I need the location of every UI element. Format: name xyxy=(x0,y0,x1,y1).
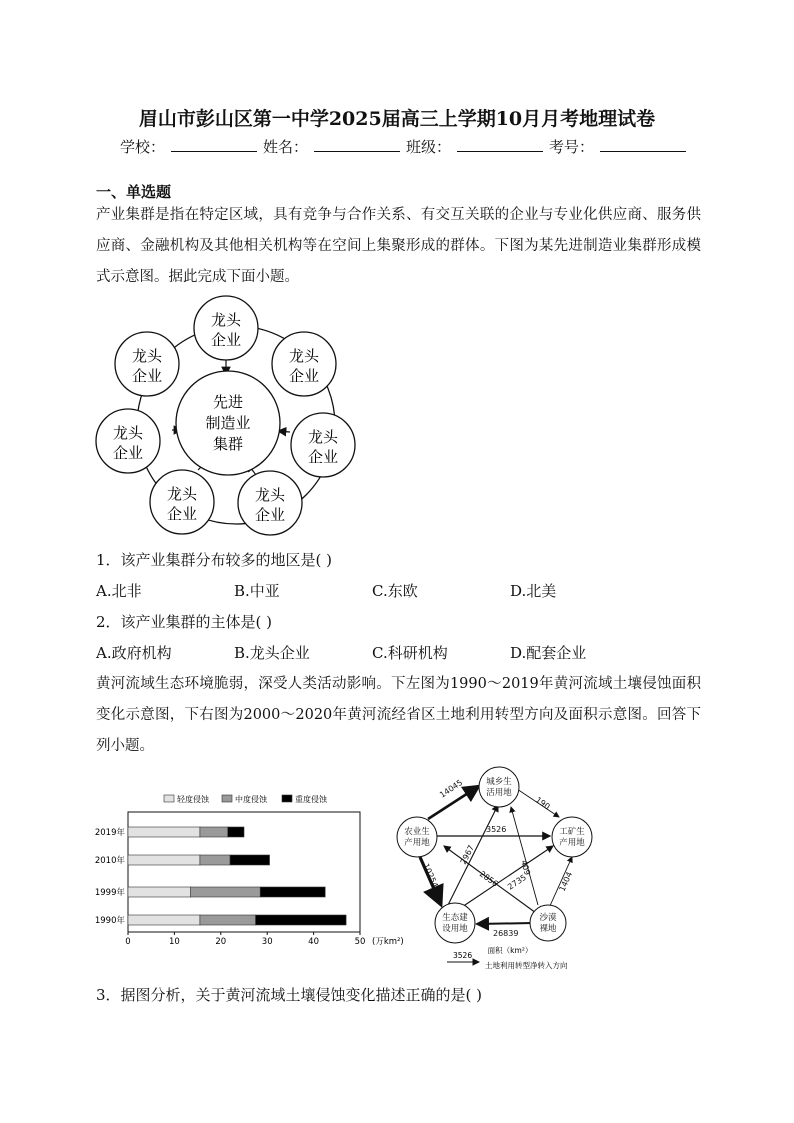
q2-option-b[interactable]: B.龙头企业 xyxy=(234,644,310,662)
x-tick-label: 20 xyxy=(215,937,227,947)
center-node xyxy=(176,371,280,475)
node-agri-land xyxy=(397,817,437,857)
bar-segment-1999年-重度侵蚀 xyxy=(260,887,325,897)
legend-swatch xyxy=(282,795,292,802)
svg-text:设用地: 设用地 xyxy=(442,924,468,934)
bar-segment-2019年-轻度侵蚀 xyxy=(128,827,200,837)
svg-text:龙头: 龙头 xyxy=(307,428,339,446)
svg-text:龙头: 龙头 xyxy=(254,486,286,504)
name-blank[interactable] xyxy=(314,136,400,152)
y-category-label: 2010年 xyxy=(94,856,125,866)
leader-node-upper-left xyxy=(115,332,179,396)
flow-label-102547: 102547 xyxy=(421,862,442,894)
leader-node-lower-right xyxy=(238,471,302,535)
svg-text:生态建: 生态建 xyxy=(442,913,468,923)
svg-text:企业: 企业 xyxy=(166,505,198,523)
q2-option-c[interactable]: C.科研机构 xyxy=(372,644,448,662)
leader-node-lower-left xyxy=(150,470,214,534)
legend-unit: 面积（km²） xyxy=(487,946,533,955)
diagram2-legend xyxy=(447,945,568,970)
x-tick-label: 50 xyxy=(354,937,366,947)
flow-label-2967: 2967 xyxy=(458,843,477,866)
flow-desert-eco xyxy=(477,923,533,924)
legend-entry: 轻度侵蚀 xyxy=(177,795,209,804)
node-urban-land xyxy=(479,767,519,807)
legend-swatch xyxy=(222,795,232,802)
center-line-3: 集群 xyxy=(212,435,244,453)
svg-text:沙漠: 沙漠 xyxy=(539,913,557,923)
cluster-diagram xyxy=(90,295,370,545)
x-tick-label: 0 xyxy=(125,937,131,947)
bar-segment-1990年-重度侵蚀 xyxy=(256,915,346,925)
question-2-options xyxy=(96,642,696,663)
q1-option-b[interactable]: B.中亚 xyxy=(234,582,280,600)
bar-segment-1999年-轻度侵蚀 xyxy=(128,887,191,897)
legend-label: 土地利用转型净转入方向 xyxy=(485,961,568,970)
q2-option-a[interactable]: A.政府机构 xyxy=(96,644,172,662)
intro-paragraph-1: 产业集群是指在特定区域，具有竞争与合作关系、有交互关联的企业与专业化供应商、服务供应商、金融机构及其他相关机构等在空间上集聚形成的群体。下图为某先进制造业集群形成模式示意图。据此完成下面小题。 xyxy=(96,207,701,285)
class-blank[interactable] xyxy=(457,136,543,152)
question-3: 3．据图分析，关于黄河流域土壤侵蚀变化描述正确的是( ) xyxy=(96,986,483,1004)
name-label: 姓名： xyxy=(263,138,309,156)
svg-text:龙头: 龙头 xyxy=(131,347,163,365)
q1-option-c[interactable]: C.东欧 xyxy=(372,582,418,600)
flow-desert-urban xyxy=(511,807,538,905)
section-heading: 一、单选题 xyxy=(96,183,172,201)
y-category-label: 2019年 xyxy=(94,828,125,838)
bar-segment-2019年-重度侵蚀 xyxy=(228,827,244,837)
svg-text:企业: 企业 xyxy=(210,331,242,349)
flow-label-409: 409 xyxy=(519,859,532,877)
svg-text:活用地: 活用地 xyxy=(486,788,512,798)
leader-node-left xyxy=(96,409,160,473)
svg-text:企业: 企业 xyxy=(307,448,339,466)
x-tick-label: 30 xyxy=(261,937,273,947)
flow-label-1404: 1404 xyxy=(557,870,575,893)
node-eco-land xyxy=(435,903,475,943)
chart-legend xyxy=(164,794,328,804)
svg-text:龙头: 龙头 xyxy=(166,485,198,503)
flow-eco-industry xyxy=(462,846,553,907)
center-line-1: 先进 xyxy=(212,393,244,411)
svg-text:裸地: 裸地 xyxy=(539,924,557,934)
node-industry-land xyxy=(552,817,592,857)
svg-text:工矿生: 工矿生 xyxy=(559,827,585,837)
svg-text:龙头: 龙头 xyxy=(288,347,320,365)
flow-label-190: 190 xyxy=(533,795,552,812)
q1-option-d[interactable]: D.北美 xyxy=(510,582,557,600)
legend-value: 3526 xyxy=(453,951,473,960)
bar-segment-2010年-中度侵蚀 xyxy=(200,855,230,865)
x-tick-label: 40 xyxy=(308,937,320,947)
question-1: 1．该产业集群分布较多的地区是( ) xyxy=(96,551,333,569)
svg-text:城乡生: 城乡生 xyxy=(486,777,512,787)
svg-text:龙头: 龙头 xyxy=(210,311,242,329)
svg-text:产用地: 产用地 xyxy=(559,838,585,848)
flow-label-2856: 2856 xyxy=(477,869,500,889)
flow-label-2735: 2735 xyxy=(506,872,528,892)
center-line-2: 制造业 xyxy=(205,414,251,432)
question-2: 2．该产业集群的主体是( ) xyxy=(96,613,273,631)
flow-label-26839: 26839 xyxy=(493,929,519,938)
student-info-line xyxy=(120,136,692,157)
flow-eco-urban xyxy=(447,805,498,907)
node-desert-land xyxy=(530,905,566,941)
y-category-label: 1990年 xyxy=(94,916,125,926)
page-title: 眉山市彭山区第一中学2025届高三上学期10月月考地理试卷 xyxy=(138,108,656,130)
class-label: 班级： xyxy=(406,138,452,156)
flow-label-3526: 3526 xyxy=(486,825,507,834)
school-label: 学校： xyxy=(120,138,166,156)
svg-text:产用地: 产用地 xyxy=(404,838,430,848)
question-1-options xyxy=(96,580,696,601)
intro-paragraph-2: 黄河流域生态环境脆弱，深受人类活动影响。下左图为1990～2019年黄河流域土壤侵蚀面积变化示意图，下右图为2000～2020年黄河流经省区土地利用转型方向及面积示意图。回答下列小题。 xyxy=(96,676,701,754)
land-use-diagram xyxy=(395,765,615,980)
leader-node-upper-right xyxy=(272,332,336,396)
svg-text:企业: 企业 xyxy=(288,367,320,385)
svg-text:龙头: 龙头 xyxy=(112,424,144,442)
legend-entry: 中度侵蚀 xyxy=(235,795,267,804)
svg-text:企业: 企业 xyxy=(254,506,286,524)
bar-segment-2019年-中度侵蚀 xyxy=(200,827,228,837)
leader-node-top xyxy=(194,296,258,360)
erosion-bar-chart xyxy=(92,790,412,950)
svg-text:企业: 企业 xyxy=(112,444,144,462)
svg-text:企业: 企业 xyxy=(131,367,163,385)
bar-segment-1999年-中度侵蚀 xyxy=(191,887,261,897)
x-unit-label: (万km²) xyxy=(372,937,404,947)
bar-segment-2010年-重度侵蚀 xyxy=(230,855,269,865)
exam-number-blank[interactable] xyxy=(600,136,686,152)
q1-option-a[interactable]: A.北非 xyxy=(96,582,142,600)
x-tick-label: 10 xyxy=(168,937,180,947)
leader-node-right xyxy=(291,413,355,477)
svg-text:农业生: 农业生 xyxy=(404,827,430,837)
flow-label-14045: 14045 xyxy=(438,777,465,800)
school-blank[interactable] xyxy=(171,136,257,152)
legend-entry: 重度侵蚀 xyxy=(295,795,327,804)
bar-segment-1990年-中度侵蚀 xyxy=(200,915,256,925)
q2-option-d[interactable]: D.配套企业 xyxy=(510,644,587,662)
y-category-label: 1999年 xyxy=(94,888,125,898)
bar-segment-1990年-轻度侵蚀 xyxy=(128,915,200,925)
bar-segment-2010年-轻度侵蚀 xyxy=(128,855,200,865)
exam-number-label: 考号： xyxy=(549,138,595,156)
legend-swatch xyxy=(164,795,174,802)
